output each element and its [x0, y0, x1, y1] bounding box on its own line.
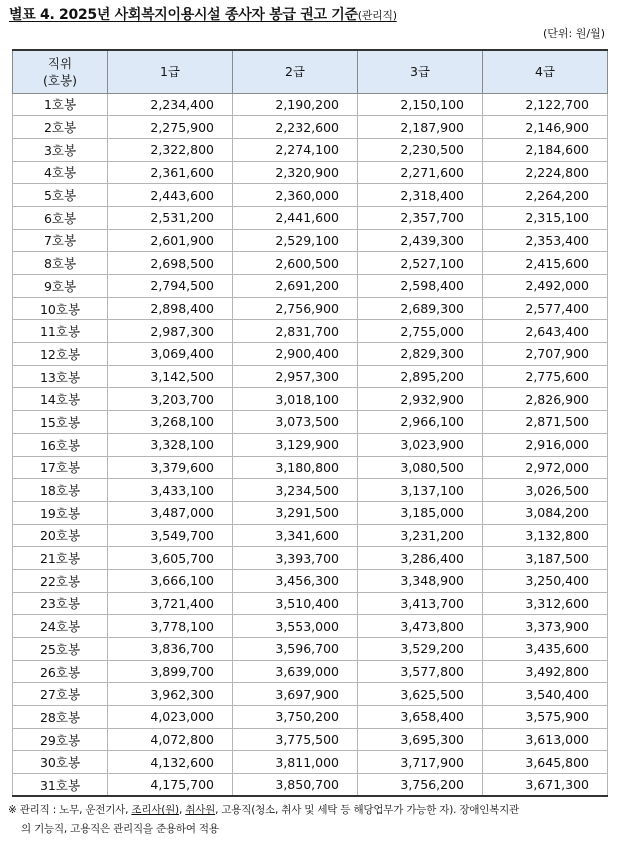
salary-cell-grade-3: 2,357,700	[358, 206, 483, 229]
salary-cell-grade-2: 3,018,100	[233, 388, 358, 411]
salary-cell-grade-2: 2,360,000	[233, 184, 358, 207]
salary-cell-grade-4: 2,577,400	[483, 297, 608, 320]
salary-cell-grade-1: 2,322,800	[108, 138, 233, 161]
salary-cell-grade-2: 2,320,900	[233, 161, 358, 184]
salary-cell-grade-1: 2,898,400	[108, 297, 233, 320]
table-row	[13, 660, 608, 683]
header-position-line1: 직위	[47, 55, 73, 71]
step-cell: 28호봉	[13, 706, 108, 729]
salary-cell-grade-4: 3,084,200	[483, 501, 608, 524]
table-body	[13, 93, 608, 796]
salary-cell-grade-4: 3,312,600	[483, 592, 608, 615]
step-cell: 31호봉	[13, 774, 108, 797]
salary-cell-grade-2: 3,811,000	[233, 751, 358, 774]
salary-cell-grade-3: 3,023,900	[358, 433, 483, 456]
salary-cell-grade-2: 2,756,900	[233, 297, 358, 320]
salary-cell-grade-2: 2,831,700	[233, 320, 358, 343]
table-row	[13, 456, 608, 479]
salary-cell-grade-3: 3,625,500	[358, 683, 483, 706]
salary-cell-grade-3: 2,966,100	[358, 411, 483, 434]
step-cell: 10호봉	[13, 297, 108, 320]
salary-cell-grade-4: 2,415,600	[483, 252, 608, 275]
salary-cell-grade-2: 2,529,100	[233, 229, 358, 252]
salary-cell-grade-3: 2,689,300	[358, 297, 483, 320]
step-cell: 8호봉	[13, 252, 108, 275]
table-row	[13, 116, 608, 139]
salary-cell-grade-4: 3,373,900	[483, 615, 608, 638]
table-header	[13, 50, 608, 93]
salary-cell-grade-2: 2,691,200	[233, 275, 358, 298]
document-title	[9, 4, 397, 24]
footnote-underlined-cook: 조리사(원)	[131, 804, 179, 816]
salary-cell-grade-1: 3,379,600	[108, 456, 233, 479]
salary-cell-grade-4: 3,250,400	[483, 569, 608, 592]
salary-cell-grade-3: 3,529,200	[358, 638, 483, 661]
table-row	[13, 479, 608, 502]
salary-cell-grade-3: 2,271,600	[358, 161, 483, 184]
step-cell: 13호봉	[13, 365, 108, 388]
salary-cell-grade-1: 3,836,700	[108, 638, 233, 661]
salary-cell-grade-1: 3,328,100	[108, 433, 233, 456]
salary-cell-grade-2: 2,232,600	[233, 116, 358, 139]
salary-cell-grade-3: 2,829,300	[358, 343, 483, 366]
table-row	[13, 638, 608, 661]
salary-cell-grade-1: 2,234,400	[108, 93, 233, 116]
footnote-separator: ,	[178, 804, 186, 816]
salary-cell-grade-4: 3,026,500	[483, 479, 608, 502]
salary-cell-grade-2: 3,393,700	[233, 547, 358, 570]
table-row	[13, 297, 608, 320]
salary-cell-grade-4: 3,671,300	[483, 774, 608, 797]
step-cell: 18호봉	[13, 479, 108, 502]
footnote-rest: , 고용직(청소, 취사 및 세탁 등 해당업무가 가능한 자). 장애인복지관	[215, 804, 520, 816]
step-cell: 25호봉	[13, 638, 108, 661]
salary-cell-grade-3: 3,185,000	[358, 501, 483, 524]
salary-cell-grade-4: 3,492,800	[483, 660, 608, 683]
step-cell: 12호봉	[13, 343, 108, 366]
table-row	[13, 365, 608, 388]
title-main: 별표 4. 2025년 사회복지이용시설 종사자 봉급 권고 기준	[9, 7, 358, 23]
step-cell: 27호봉	[13, 683, 108, 706]
header-grade-2: 2급	[233, 50, 358, 93]
step-cell: 7호봉	[13, 229, 108, 252]
salary-cell-grade-2: 3,510,400	[233, 592, 358, 615]
salary-cell-grade-2: 2,190,200	[233, 93, 358, 116]
salary-cell-grade-2: 3,639,000	[233, 660, 358, 683]
table-row	[13, 252, 608, 275]
salary-cell-grade-2: 2,441,600	[233, 206, 358, 229]
salary-cell-grade-1: 2,361,600	[108, 161, 233, 184]
salary-cell-grade-3: 3,756,200	[358, 774, 483, 797]
salary-cell-grade-2: 2,274,100	[233, 138, 358, 161]
table-row	[13, 433, 608, 456]
salary-cell-grade-3: 2,230,500	[358, 138, 483, 161]
header-grade-4: 4급	[483, 50, 608, 93]
salary-cell-grade-4: 2,775,600	[483, 365, 608, 388]
step-cell: 5호봉	[13, 184, 108, 207]
step-cell: 17호봉	[13, 456, 108, 479]
unit-label: (단위: 원/월)	[543, 27, 605, 40]
salary-cell-grade-1: 3,666,100	[108, 569, 233, 592]
salary-cell-grade-4: 3,132,800	[483, 524, 608, 547]
salary-cell-grade-3: 2,187,900	[358, 116, 483, 139]
salary-cell-grade-1: 3,549,700	[108, 524, 233, 547]
table-row	[13, 706, 608, 729]
salary-cell-grade-1: 4,023,000	[108, 706, 233, 729]
salary-cell-grade-4: 2,492,000	[483, 275, 608, 298]
salary-cell-grade-4: 2,871,500	[483, 411, 608, 434]
step-cell: 23호봉	[13, 592, 108, 615]
table-row	[13, 547, 608, 570]
salary-cell-grade-3: 3,577,800	[358, 660, 483, 683]
table-row	[13, 728, 608, 751]
table-row	[13, 774, 608, 797]
salary-cell-grade-2: 3,697,900	[233, 683, 358, 706]
footnote-line1	[8, 801, 612, 820]
salary-cell-grade-4: 2,643,400	[483, 320, 608, 343]
footnote-line2: 의 기능직, 고용직은 관리직을 준용하여 적용	[21, 823, 219, 835]
salary-cell-grade-3: 3,413,700	[358, 592, 483, 615]
step-cell: 24호봉	[13, 615, 108, 638]
step-cell: 26호봉	[13, 660, 108, 683]
salary-cell-grade-3: 3,473,800	[358, 615, 483, 638]
salary-cell-grade-4: 2,184,600	[483, 138, 608, 161]
table-row	[13, 501, 608, 524]
salary-cell-grade-1: 3,268,100	[108, 411, 233, 434]
salary-cell-grade-4: 2,224,800	[483, 161, 608, 184]
table-row	[13, 184, 608, 207]
salary-cell-grade-4: 2,122,700	[483, 93, 608, 116]
salary-cell-grade-4: 3,613,000	[483, 728, 608, 751]
salary-cell-grade-1: 3,899,700	[108, 660, 233, 683]
table-row	[13, 751, 608, 774]
step-cell: 3호봉	[13, 138, 108, 161]
salary-cell-grade-1: 2,698,500	[108, 252, 233, 275]
step-cell: 29호봉	[13, 728, 108, 751]
table-row	[13, 320, 608, 343]
step-cell: 4호봉	[13, 161, 108, 184]
header-position-line2: (호봉)	[43, 72, 77, 88]
salary-cell-grade-2: 3,180,800	[233, 456, 358, 479]
table-row	[13, 569, 608, 592]
salary-cell-grade-4: 3,645,800	[483, 751, 608, 774]
step-cell: 6호봉	[13, 206, 108, 229]
salary-cell-grade-2: 3,775,500	[233, 728, 358, 751]
salary-cell-grade-2: 2,600,500	[233, 252, 358, 275]
table-row	[13, 683, 608, 706]
salary-cell-grade-3: 2,150,100	[358, 93, 483, 116]
salary-cell-grade-4: 2,353,400	[483, 229, 608, 252]
step-cell: 22호봉	[13, 569, 108, 592]
salary-cell-grade-3: 3,717,900	[358, 751, 483, 774]
salary-cell-grade-3: 2,932,900	[358, 388, 483, 411]
salary-cell-grade-3: 3,286,400	[358, 547, 483, 570]
step-cell: 2호봉	[13, 116, 108, 139]
salary-cell-grade-2: 3,234,500	[233, 479, 358, 502]
table-row	[13, 615, 608, 638]
step-cell: 20호봉	[13, 524, 108, 547]
salary-cell-grade-4: 3,540,400	[483, 683, 608, 706]
salary-cell-grade-1: 2,987,300	[108, 320, 233, 343]
salary-cell-grade-1: 2,275,900	[108, 116, 233, 139]
step-cell: 30호봉	[13, 751, 108, 774]
salary-cell-grade-1: 2,443,600	[108, 184, 233, 207]
step-cell: 15호봉	[13, 411, 108, 434]
salary-cell-grade-3: 3,231,200	[358, 524, 483, 547]
salary-cell-grade-4: 3,187,500	[483, 547, 608, 570]
table-row	[13, 229, 608, 252]
salary-cell-grade-1: 4,072,800	[108, 728, 233, 751]
table-row	[13, 138, 608, 161]
salary-cell-grade-1: 3,721,400	[108, 592, 233, 615]
salary-cell-grade-4: 3,435,600	[483, 638, 608, 661]
salary-cell-grade-3: 2,895,200	[358, 365, 483, 388]
salary-cell-grade-3: 2,598,400	[358, 275, 483, 298]
salary-cell-grade-1: 3,203,700	[108, 388, 233, 411]
salary-cell-grade-3: 2,755,000	[358, 320, 483, 343]
salary-cell-grade-4: 3,575,900	[483, 706, 608, 729]
header-row	[13, 50, 608, 93]
header-grade-1: 1급	[108, 50, 233, 93]
salary-cell-grade-3: 3,695,300	[358, 728, 483, 751]
title-subtitle: (관리직)	[357, 9, 397, 22]
salary-cell-grade-1: 3,778,100	[108, 615, 233, 638]
table-row	[13, 206, 608, 229]
table-row	[13, 524, 608, 547]
salary-cell-grade-4: 2,264,200	[483, 184, 608, 207]
salary-table	[12, 49, 608, 797]
salary-cell-grade-4: 2,972,000	[483, 456, 608, 479]
salary-cell-grade-1: 3,487,000	[108, 501, 233, 524]
salary-cell-grade-4: 2,916,000	[483, 433, 608, 456]
footnote	[8, 801, 612, 839]
table-row	[13, 388, 608, 411]
salary-cell-grade-1: 2,794,500	[108, 275, 233, 298]
salary-cell-grade-3: 2,439,300	[358, 229, 483, 252]
header-grade-3: 3급	[358, 50, 483, 93]
salary-cell-grade-1: 3,962,300	[108, 683, 233, 706]
salary-cell-grade-1: 2,601,900	[108, 229, 233, 252]
salary-cell-grade-1: 2,531,200	[108, 206, 233, 229]
salary-cell-grade-3: 3,658,400	[358, 706, 483, 729]
salary-cell-grade-4: 2,826,900	[483, 388, 608, 411]
table-row	[13, 161, 608, 184]
salary-cell-grade-4: 2,707,900	[483, 343, 608, 366]
header-position	[13, 50, 108, 93]
salary-cell-grade-1: 3,605,700	[108, 547, 233, 570]
step-cell: 19호봉	[13, 501, 108, 524]
salary-cell-grade-2: 3,291,500	[233, 501, 358, 524]
step-cell: 16호봉	[13, 433, 108, 456]
salary-cell-grade-2: 2,957,300	[233, 365, 358, 388]
step-cell: 11호봉	[13, 320, 108, 343]
salary-cell-grade-3: 2,527,100	[358, 252, 483, 275]
salary-cell-grade-3: 3,080,500	[358, 456, 483, 479]
salary-cell-grade-2: 3,750,200	[233, 706, 358, 729]
salary-cell-grade-4: 2,315,100	[483, 206, 608, 229]
salary-cell-grade-2: 3,553,000	[233, 615, 358, 638]
table-row	[13, 343, 608, 366]
footnote-prefix: ※ 관리직 : 노무, 운전기사,	[8, 804, 132, 816]
table-row	[13, 275, 608, 298]
step-cell: 14호봉	[13, 388, 108, 411]
salary-cell-grade-2: 3,596,700	[233, 638, 358, 661]
footnote-underlined-kitchen: 취사원	[185, 804, 216, 816]
salary-cell-grade-4: 2,146,900	[483, 116, 608, 139]
salary-cell-grade-2: 3,073,500	[233, 411, 358, 434]
salary-cell-grade-2: 2,900,400	[233, 343, 358, 366]
step-cell: 9호봉	[13, 275, 108, 298]
salary-cell-grade-1: 3,142,500	[108, 365, 233, 388]
salary-cell-grade-3: 3,137,100	[358, 479, 483, 502]
table-row	[13, 592, 608, 615]
table-row	[13, 93, 608, 116]
step-cell: 21호봉	[13, 547, 108, 570]
salary-cell-grade-2: 3,850,700	[233, 774, 358, 797]
salary-cell-grade-1: 4,132,600	[108, 751, 233, 774]
table-row	[13, 411, 608, 434]
salary-cell-grade-3: 3,348,900	[358, 569, 483, 592]
salary-cell-grade-2: 3,341,600	[233, 524, 358, 547]
salary-cell-grade-3: 2,318,400	[358, 184, 483, 207]
salary-cell-grade-2: 3,129,900	[233, 433, 358, 456]
salary-cell-grade-1: 3,433,100	[108, 479, 233, 502]
step-cell: 1호봉	[13, 93, 108, 116]
salary-cell-grade-1: 4,175,700	[108, 774, 233, 797]
salary-cell-grade-2: 3,456,300	[233, 569, 358, 592]
salary-cell-grade-1: 3,069,400	[108, 343, 233, 366]
